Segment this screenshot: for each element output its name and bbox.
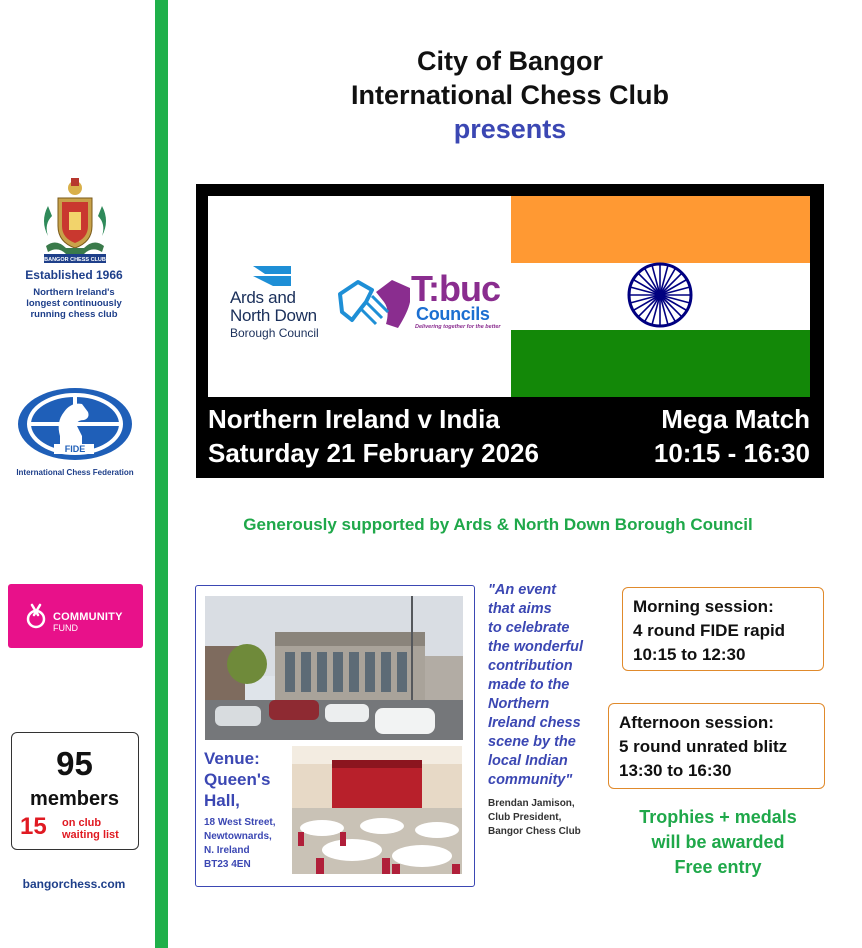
afternoon-session-box [608,703,825,789]
fide-logo-text: FIDE [64,444,86,454]
ards-north-down-mark-icon [253,266,291,286]
india-flag [511,196,810,397]
match-name: Mega Match [661,404,810,434]
tbuc-logo-title: T:buc [411,268,500,309]
ashoka-chakra-icon [627,262,693,328]
tbuc-logo-councils: Councils [416,304,490,324]
community-fund-logo [8,584,143,648]
heading-line1: City of Bangor [417,46,603,76]
morning-session-format: 4 round FIDE rapid [633,621,786,640]
venue-card [195,585,475,887]
morning-session-time: 10:15 to 12:30 [633,645,746,664]
venue-title: Venue: Queen's Hall, [204,749,271,810]
afternoon-session-time: 13:30 to 16:30 [619,761,732,780]
community-fund-line1: COMMUNITY [53,611,123,623]
council-name-line2: North Down [230,306,317,325]
handshake-icon [336,272,414,334]
heading-line2: International Chess Club [350,80,670,110]
quote-attribution: Brendan Jamison, Club President, Bangor Chess Club [488,798,581,837]
queens-hall-interior-photo [292,746,462,874]
tbuc-logo-slogan: Delivering together for the better [415,324,501,330]
match-date: Saturday 21 February 2026 [208,438,539,468]
council-name-line3: Borough Council [230,326,319,340]
council-name-line1: Ards and [230,288,296,307]
established-year: Established 1966 [25,268,123,282]
established-description: Northern Ireland's longest continuously running chess club [26,287,122,320]
flag-green-band [511,330,810,397]
sponsor-logo-panel [208,196,511,397]
afternoon-session-title: Afternoon session: [619,713,774,732]
morning-session-box [622,587,824,671]
support-text: Generously supported by Ards & North Down Borough Council [243,515,753,534]
event-banner [196,184,824,478]
bangor-chess-club-crest-icon [36,176,114,266]
afternoon-session-format: 5 round unrated blitz [619,737,788,756]
crest-banner-text: BANGOR CHESS CLUB [44,257,106,263]
members-count: 95 [56,745,93,782]
website-link[interactable]: bangorchess.com [22,877,126,891]
match-title: Northern Ireland v India [208,404,500,434]
queens-hall-exterior-photo [205,596,463,740]
community-fund-line2: FUND [53,623,78,633]
fide-logo-icon [16,386,134,466]
lottery-crossed-fingers-icon [25,601,47,629]
venue-address: 18 West Street, Newtownards, N. Ireland BT23 4EN [204,817,276,870]
waiting-list-count: 15 [20,813,47,840]
heading-presents: presents [453,114,567,144]
match-time: 10:15 - 16:30 [653,438,810,468]
fide-caption: International Chess Federation [16,468,134,477]
awards-text: Trophies + medals will be awarded Free entry [639,807,797,877]
flag-saffron-band [511,196,810,263]
members-label: members [30,788,119,810]
members-box [11,732,139,850]
morning-session-title: Morning session: [633,597,774,616]
president-quote: "An event that aims to celebrate the wonderful contribution made to the Northern Ireland chess scene by the local Indian community" [488,582,584,788]
waiting-list-label: on club waiting list [62,817,119,841]
green-divider-bar [155,0,168,948]
